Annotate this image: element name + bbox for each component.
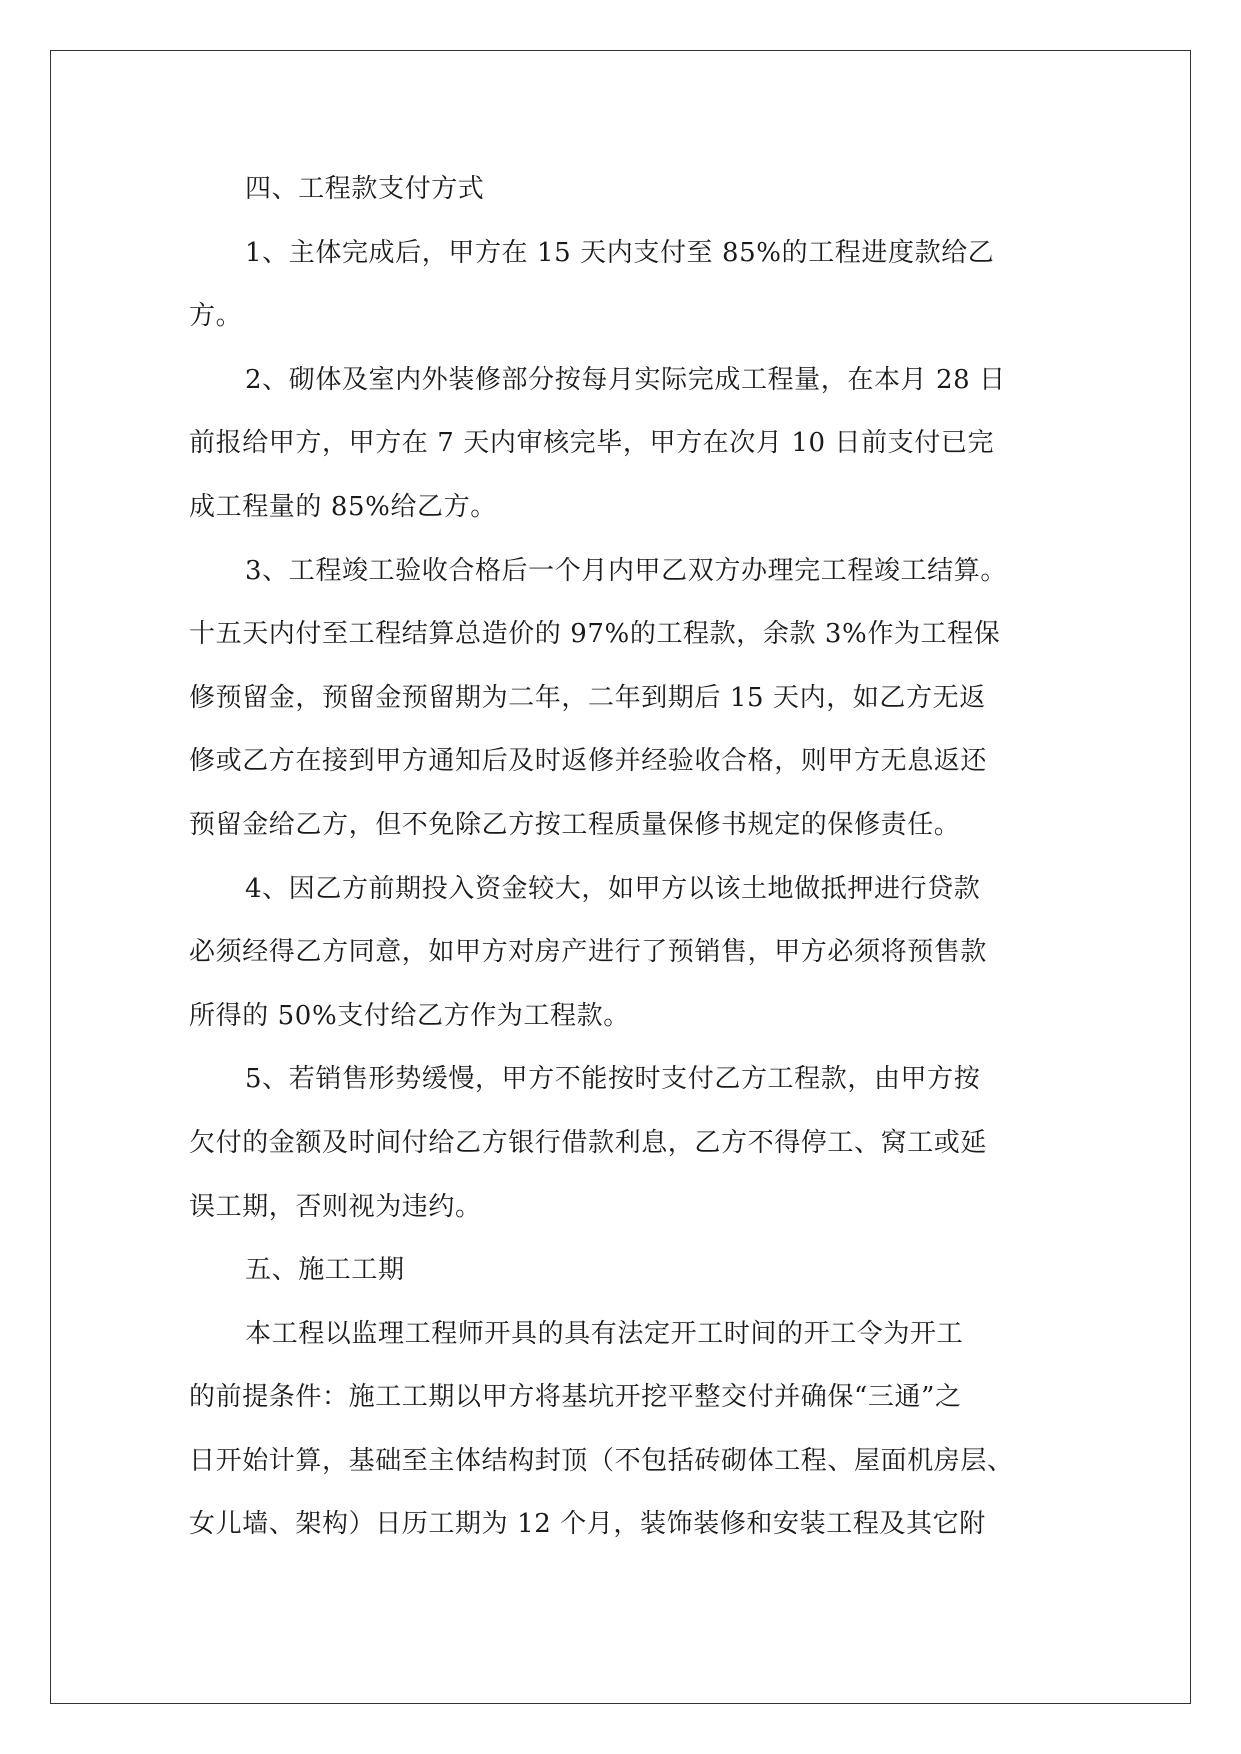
text-line: 的前提条件：施工工期以甲方将基坑开挖平整交付并确保“三通”之: [189, 1382, 962, 1413]
text-line: 误工期，否则视为违约。: [189, 1191, 482, 1222]
text-line: 修或乙方在接到甲方通知后及时返修并经验收合格，则甲方无息返还: [189, 746, 988, 777]
text-line: 修预留金，预留金预留期为二年，二年到期后 15 天内，如乙方无返: [189, 682, 986, 713]
text-line: 十五天内付至工程结算总造价的 97%的工程款，余款 3%作为工程保: [189, 619, 1001, 650]
text-line: 成工程量的 85%给乙方。: [189, 491, 497, 522]
text-line: 方。: [189, 301, 243, 332]
text-line: 5、若销售形势缓慢，甲方不能按时支付乙方工程款，由甲方按: [245, 1064, 981, 1095]
text-line: 3、工程竣工验收合格后一个月内甲乙双方办理完工程竣工结算。: [245, 555, 1007, 586]
text-line: 前报给甲方，甲方在 7 天内审核完毕，甲方在次月 10 日前支付已完: [189, 428, 995, 459]
text-line: 日开始计算，基础至主体结构封顶（不包括砖砌体工程、屋面机房层、: [189, 1445, 1014, 1476]
text-line: 4、因乙方前期投入资金较大，如甲方以该土地做抵押进行贷款: [245, 873, 981, 904]
document-body: [189, 158, 1059, 1557]
text-line: 所得的 50%支付给乙方作为工程款。: [189, 1000, 630, 1031]
text-line: 预留金给乙方，但不免除乙方按工程质量保修书规定的保修责任。: [189, 809, 961, 840]
text-line: 2、砌体及室内外装修部分按每月实际完成工程量，在本月 28 日: [245, 364, 1006, 395]
section-heading-payment: 四、工程款支付方式: [245, 174, 485, 204]
text-line: 女儿墙、架构）日历工期为 12 个月，装饰装修和安装工程及其它附: [189, 1509, 986, 1540]
text-line: 本工程以监理工程师开具的具有法定开工时间的开工令为开工: [245, 1318, 964, 1349]
text-line: 欠付的金额及时间付给乙方银行借款利息，乙方不得停工、窝工或延: [189, 1127, 988, 1158]
section-heading-schedule: 五、施工工期: [245, 1255, 405, 1286]
text-line: 必须经得乙方同意，如甲方对房产进行了预销售，甲方必须将预售款: [189, 937, 988, 968]
text-line: 1、主体完成后，甲方在 15 天内支付至 85%的工程进度款给乙: [245, 237, 995, 268]
